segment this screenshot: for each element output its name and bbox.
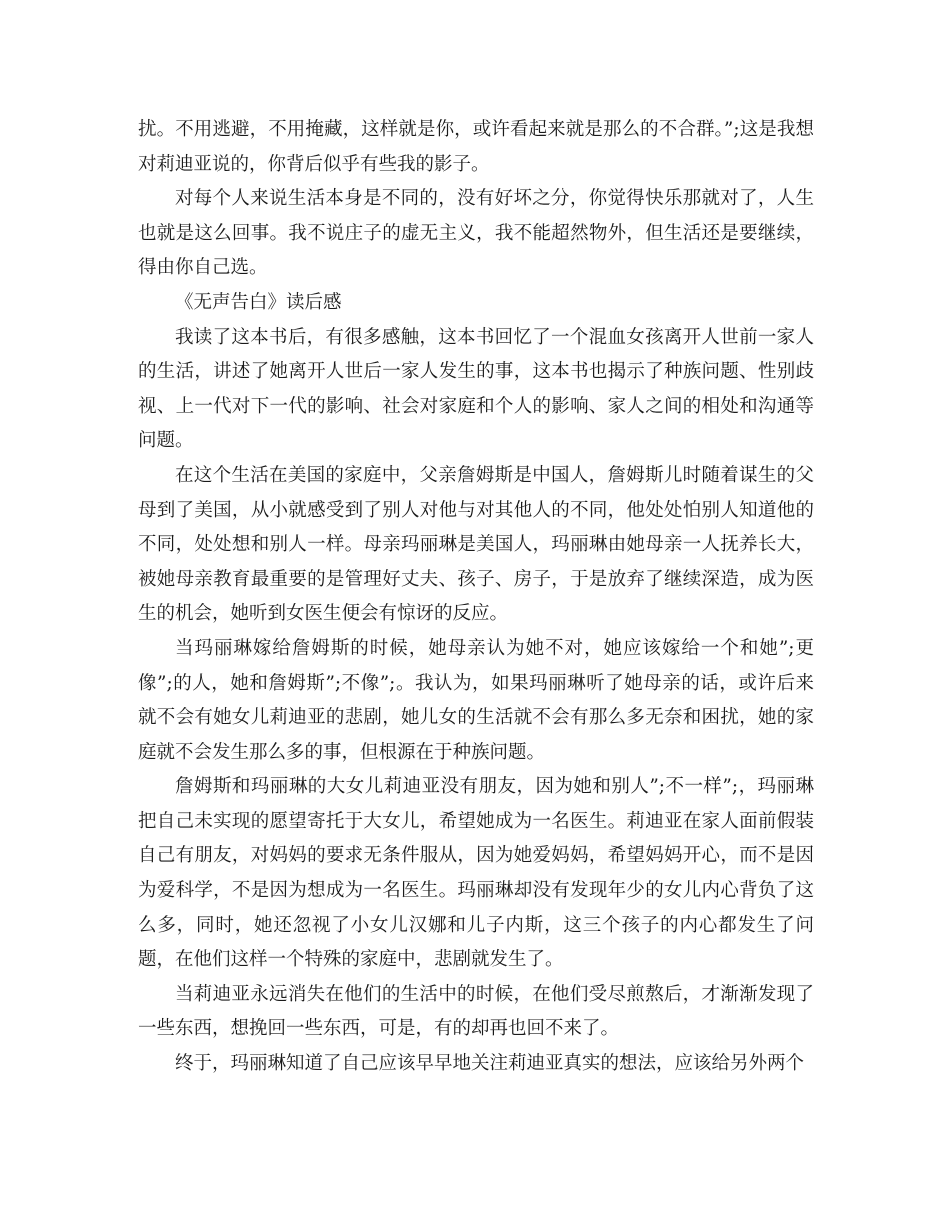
paragraph: 对每个人来说生活本身是不同的，没有好坏之分，你觉得快乐那就对了，人生也就是这么回事。我不说庄子的虚无主义，我不能超然物外，但生活还是要继续，得由你自己选。 bbox=[138, 188, 814, 279]
paragraph-continued: 扰。不用逃避，不用掩藏，这样就是你，或许看起来就是那么的不合群。”;这是我想对莉迪亚说的，你背后似乎有些我的影子。 bbox=[138, 119, 814, 175]
paragraph: 终于，玛丽琳知道了自己应该早早地关注莉迪亚真实的想法，应该给另外两个 bbox=[175, 1053, 805, 1075]
paragraph: 当玛丽琳嫁给詹姆斯的时候，她母亲认为她不对，她应该嫁给一个和她”;更像”;的人，她和詹姆斯”;不像”;。我认为，如果玛丽琳听了她母亲的话，或许后来就不会有她女儿莉迪亚的悲剧，她儿女的生活就不会有那么多无奈和困扰，她的家庭就不会发生那么多的事，但根源在于种族问题。 bbox=[138, 637, 814, 763]
document-page bbox=[138, 113, 814, 1082]
paragraph: 在这个生活在美国的家庭中，父亲詹姆斯是中国人，詹姆斯儿时随着谋生的父母到了美国，从小就感受到了别人对他与对其他人的不同，他处处怕别人知道他的不同，处处想和别人一样。母亲玛丽琳是美国人，玛丽琳由她母亲一人抚养长大，被她母亲教育最重要的是管理好丈夫、孩子、房子，于是放弃了继续深造，成为医生的机会，她听到女医生便会有惊讶的反应。 bbox=[138, 464, 814, 625]
paragraph: 詹姆斯和玛丽琳的大女儿莉迪亚没有朋友，因为她和别人”;不一样”;，玛丽琳把自己未实现的愿望寄托于大女儿，希望她成为一名医生。莉迪亚在家人面前假装自己有朋友，对妈妈的要求无条件服从，因为她爱妈妈，希望妈妈开心，而不是因为爱科学，不是因为想成为一名医生。玛丽琳却没有发现年少的女儿内心背负了这么多，同时，她还忽视了小女儿汉娜和儿子内斯，这三个孩子的内心都发生了问题，在他们这样一个特殊的家庭中，悲剧就发生了。 bbox=[138, 776, 814, 971]
section-heading: 《无声告白》读后感 bbox=[175, 291, 342, 313]
paragraph: 当莉迪亚永远消失在他们的生活中的时候，在他们受尽煎熬后，才渐渐发现了一些东西，想挽回一些东西，可是，有的却再也回不来了。 bbox=[138, 983, 814, 1040]
paragraph: 我读了这本书后，有很多感触，这本书回忆了一个混血女孩离开人世前一家人的生活，讲述了她离开人世后一家人发生的事，这本书也揭示了种族问题、性别歧视、上一代对下一代的影响、社会对家庭和个人的影响、家人之间的相处和沟通等问题。 bbox=[138, 326, 814, 452]
